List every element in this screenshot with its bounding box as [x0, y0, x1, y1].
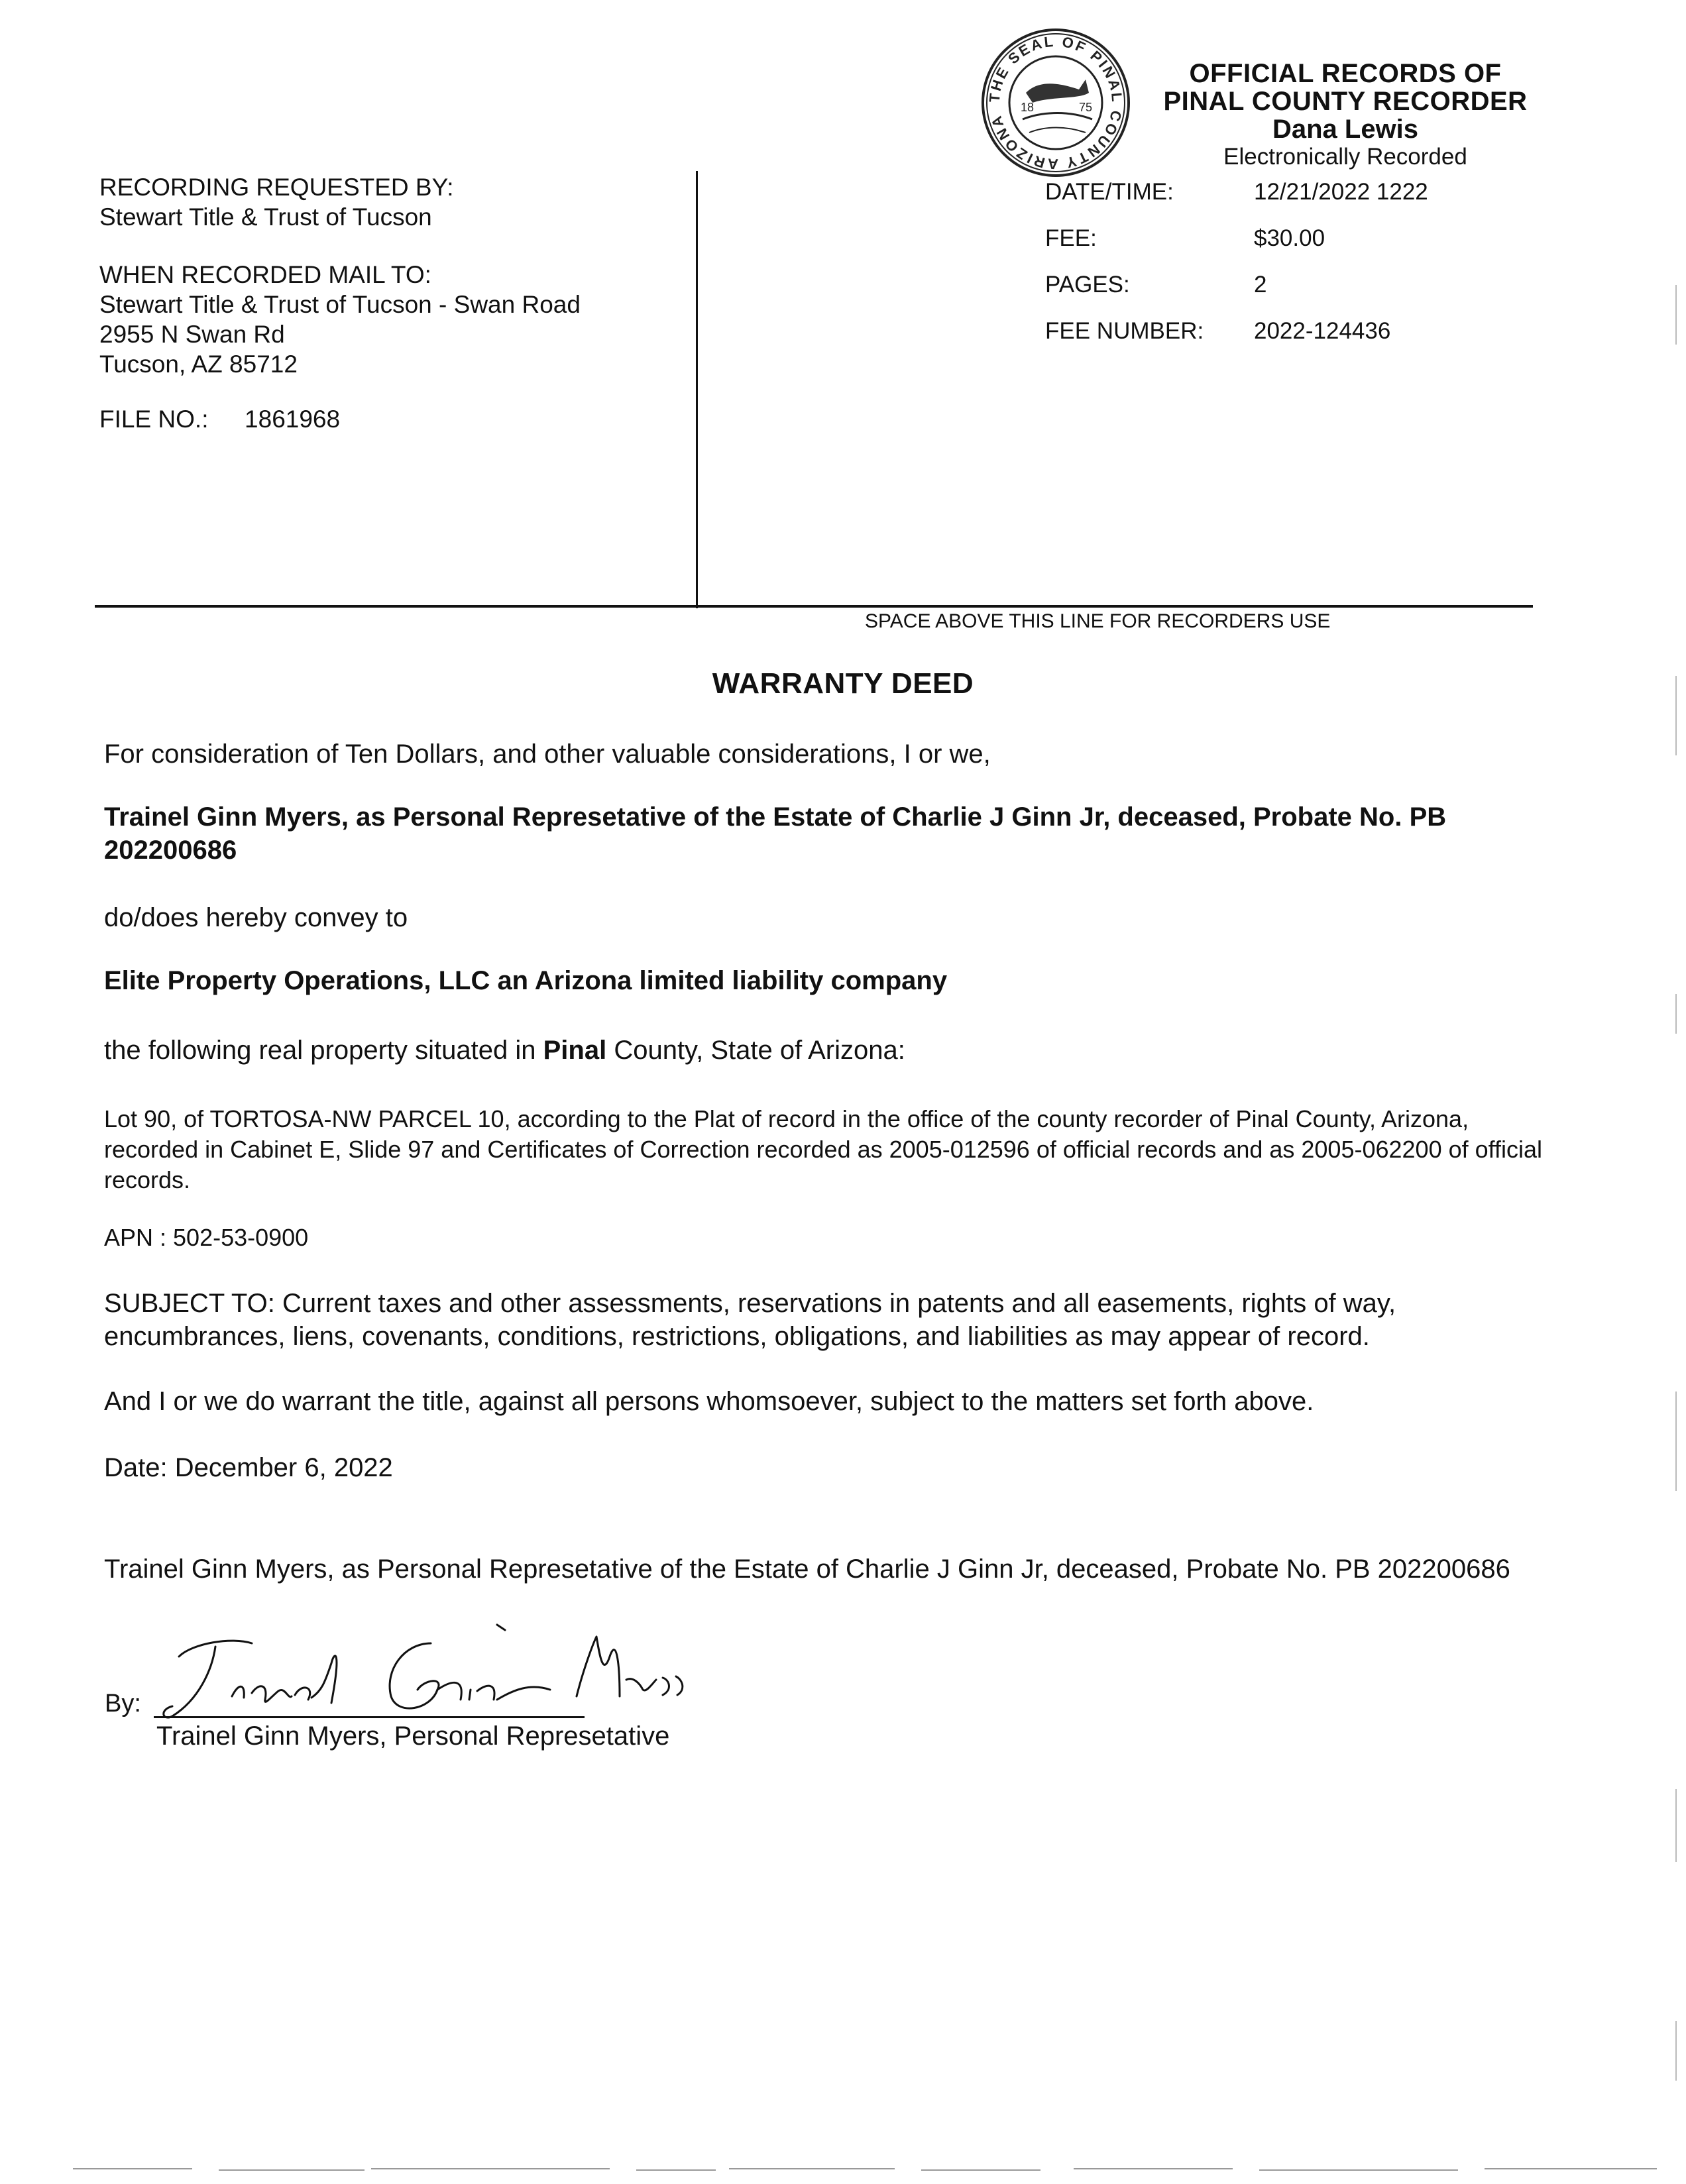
file-number-value: 1861968 — [245, 406, 341, 433]
mail-to-line-2: 2955 N Swan Rd — [99, 321, 285, 348]
grantor-signature-block: Trainel Ginn Myers, as Personal Represetative of the Estate of Charlie J Ginn Jr, deceased, Probate No. PB 202200686 — [104, 1555, 1510, 1584]
recorder-line-2: PINAL COUNTY RECORDER — [1163, 87, 1528, 116]
requested-by-label: RECORDING REQUESTED BY: — [99, 174, 454, 201]
recorder-status: Electronically Recorded — [1223, 144, 1467, 170]
fee-number-value: 2022-124436 — [1254, 318, 1391, 344]
mail-to-line-1: Stewart Title & Trust of Tucson - Swan Road — [99, 291, 581, 318]
apn-text: APN : 502-53-0900 — [104, 1224, 309, 1251]
handwritten-signature — [152, 1617, 722, 1729]
fee-number-label: FEE NUMBER: — [1045, 318, 1204, 344]
property-county: Pinal — [543, 1036, 607, 1065]
grantor-text: Trainel Ginn Myers, as Personal Represetative of the Estate of Charlie J Ginn Jr, deceased, Probate No. PB 202200686 — [104, 802, 1447, 865]
legal-description: Lot 90, of TORTOSA-NW PARCEL 10, according to the Plat of record in the office of the county recorder of Pinal County, Arizona, recorded in Cabinet E, Slide 97 and Certificates of Correction recorded as 2005-012596 of official records and as 2005-062200 of official records. — [104, 1105, 1543, 1193]
scan-noise-right — [1675, 0, 1679, 2184]
pages-value: 2 — [1254, 272, 1267, 298]
by-label: By: — [105, 1690, 141, 1718]
recording-request-block — [99, 172, 683, 434]
property-situated-text — [104, 1034, 1542, 1067]
seal-year-left: 18 — [1021, 101, 1035, 114]
mail-to-line-3: Tucson, AZ 85712 — [99, 351, 298, 378]
property-pre: the following real property situated in — [104, 1036, 543, 1065]
space-above-note: SPACE ABOVE THIS LINE FOR RECORDERS USE — [865, 610, 1331, 632]
subject-to-text: SUBJECT TO: Current taxes and other assessments, reservations in patents and all easements, rights of way, encumbrances, liens, covenants, conditions, restrictions, obligations, and liabilities as may appear of record. — [104, 1289, 1396, 1351]
consideration-text: For consideration of Ten Dollars, and other valuable considerations, I or we, — [104, 739, 991, 769]
pages-label: PAGES: — [1045, 272, 1130, 298]
date-time-label: DATE/TIME: — [1045, 179, 1174, 205]
fee-value: $30.00 — [1254, 225, 1325, 251]
deed-date: Date: December 6, 2022 — [104, 1453, 393, 1482]
date-time-value: 12/21/2022 1222 — [1254, 179, 1428, 205]
file-number-label: FILE NO.: — [99, 406, 209, 433]
convey-text: do/does hereby convey to — [104, 903, 408, 932]
warrant-text: And I or we do warrant the title, against all persons whomsoever, subject to the matters set forth above. — [104, 1387, 1314, 1416]
file-number-row — [99, 404, 683, 434]
document-title: WARRANTY DEED — [712, 667, 974, 700]
scan-noise-bottom — [0, 2167, 1686, 2173]
seal-year-right: 75 — [1079, 101, 1093, 114]
county-seal — [980, 27, 1132, 179]
seal-ring-text: THE SEAL OF PINAL COUNTY ARIZONA — [985, 32, 1126, 173]
requested-by-value: Stewart Title & Trust of Tucson — [99, 203, 432, 231]
recorder-line-1: OFFICIAL RECORDS OF — [1189, 59, 1502, 88]
signature-line — [154, 1716, 585, 1718]
header-divider-vertical — [696, 171, 698, 608]
signer-name: Trainel Ginn Myers, Personal Represetative — [156, 1721, 670, 1751]
fee-label: FEE: — [1045, 225, 1097, 251]
recorder-use-line — [95, 605, 1533, 608]
recorder-name: Dana Lewis — [1272, 115, 1419, 144]
grantee-text: Elite Property Operations, LLC an Arizona limited liability company — [104, 966, 948, 995]
mail-to-label: WHEN RECORDED MAIL TO: — [99, 261, 431, 288]
property-post: County, State of Arizona: — [606, 1036, 905, 1065]
recorder-header — [1140, 60, 1551, 171]
